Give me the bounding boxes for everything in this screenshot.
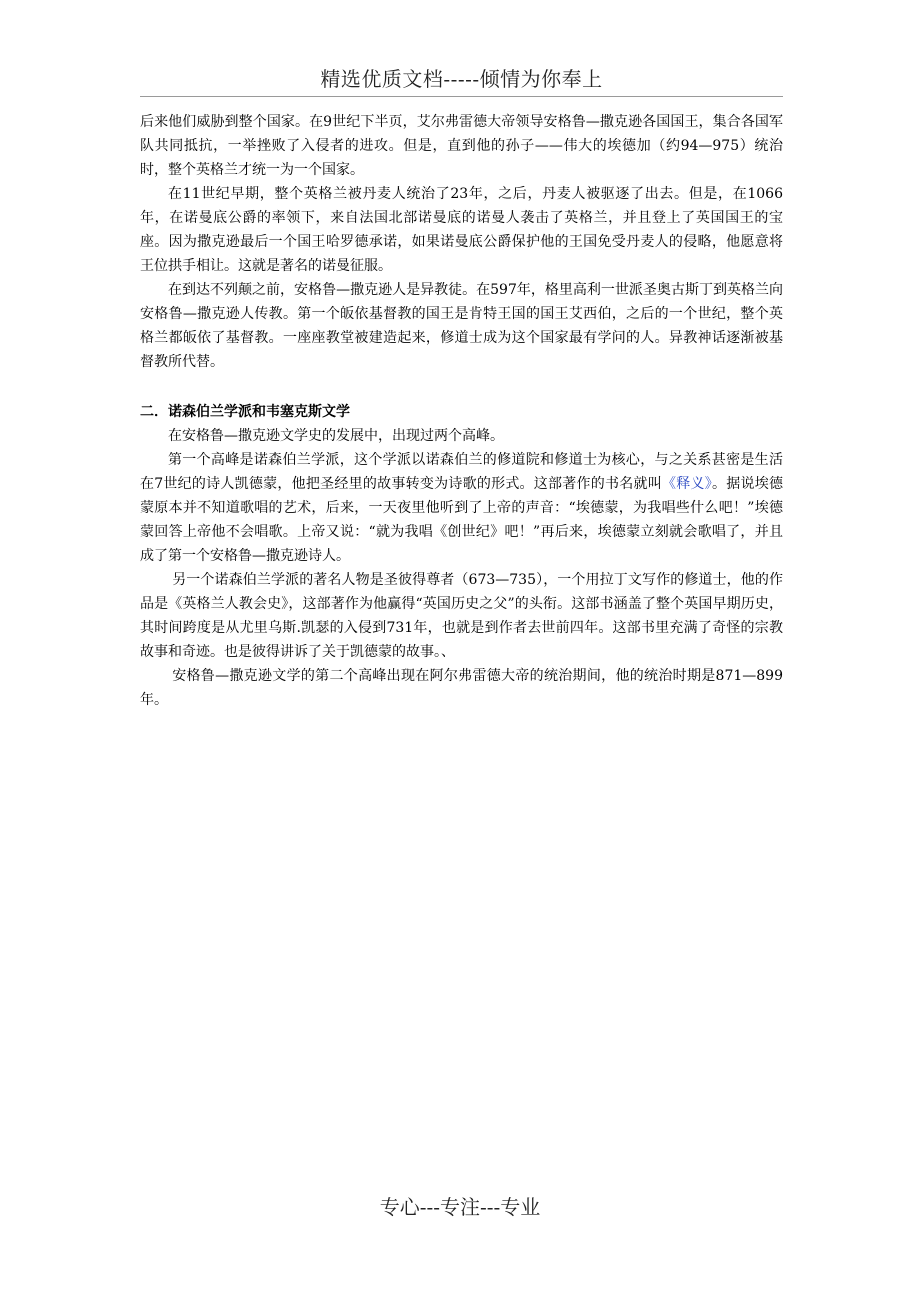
paragraph-invasion: 后来他们威胁到整个国家。在9世纪下半页，艾尔弗雷德大帝领导安格鲁—撒克逊各国国王，集合各国军队共同抵抗，一举挫败了入侵者的进攻。但是，直到他的孙子——伟大的埃德加（约94—975）统治时，整个英格兰才统一为一个国家。 bbox=[140, 114, 783, 178]
section-heading: 二．诺森伯兰学派和韦塞克斯文学 bbox=[140, 404, 350, 420]
caedmon-text-after: 。据说埃德蒙原本并不知道歌唱的艺术，后来，一天夜里他听到了上帝的声音：“埃德蒙，为我唱些什么吧！”埃德蒙回答上帝他不会唱歌。上帝又说：“就为我唱《创世纪》吧！”再后来，埃德蒙立刻就会歌唱了，并且成了第一个安格鲁—撒克逊诗人。 bbox=[140, 476, 784, 564]
paragraph-two-peaks: 在安格鲁—撒克逊文学史的发展中，出现过两个高峰。 bbox=[168, 428, 504, 444]
literature-section bbox=[140, 424, 783, 712]
paraphrase-link[interactable]: 《释义》 bbox=[662, 476, 713, 492]
paragraph-caedmon bbox=[140, 448, 783, 568]
paragraph-norman-conquest: 在11世纪早期，整个英格兰被丹麦人统治了23年，之后，丹麦人被驱逐了出去。但是，在1066年，在诺曼底公爵的率领下，来自法国北部诺曼底的诺曼人袭击了英格兰，并且登上了英国国王的宝座。因为撒克逊最后一个国王哈罗德承诺，如果诺曼底公爵保护他的王国免受丹麦人的侵略，他愿意将王位拱手相让。这就是著名的诺曼征服。 bbox=[140, 186, 783, 274]
page-header bbox=[140, 62, 783, 97]
paragraph-alfred: 安格鲁—撒克逊文学的第二个高峰出现在阿尔弗雷德大帝的统治期间，他的统治时期是871—899年。 bbox=[140, 668, 783, 708]
paragraph-bede: 另一个诺森伯兰学派的著名人物是圣彼得尊者（673—735），一个用拉丁文写作的修道士，他的作品是《英格兰人教会史》，这部著作为他赢得“英国历史之父”的头衔。这部书涵盖了整个英国早期历史，其时间跨度是从尤里乌斯.凯瑟的入侵到731年，也就是到作者去世前四年。这部书里充满了奇怪的宗教故事和奇迹。也是彼得讲诉了关于凯德蒙的故事。、 bbox=[140, 572, 783, 660]
history-section bbox=[140, 110, 783, 374]
header-title: 精选优质文档-----倾情为你奉上 bbox=[320, 67, 603, 91]
paragraph-christianity: 在到达不列颠之前，安格鲁—撒克逊人是异教徒。在597年，格里高利一世派圣奥古斯丁到英格兰向安格鲁—撒克逊人传教。第一个皈依基督教的国王是肯特王国的国王艾西伯，之后的一个世纪，整个英格兰都皈依了基督教。一座座教堂被建造起来，修道士成为这个国家最有学问的人。异教神话逐渐被基督教所代替。 bbox=[140, 282, 783, 370]
footer-text: 专心---专注---专业 bbox=[379, 1195, 541, 1219]
page-footer bbox=[0, 1192, 920, 1222]
caedmon-text-before: 第一个高峰是诺森伯兰学派，这个学派以诺森伯兰的修道院和修道士为核心，与之关系甚密是生活在7世纪的诗人凯德蒙，他把圣经里的故事转变为诗歌的形式。这部著作的书名就叫 bbox=[140, 452, 783, 492]
